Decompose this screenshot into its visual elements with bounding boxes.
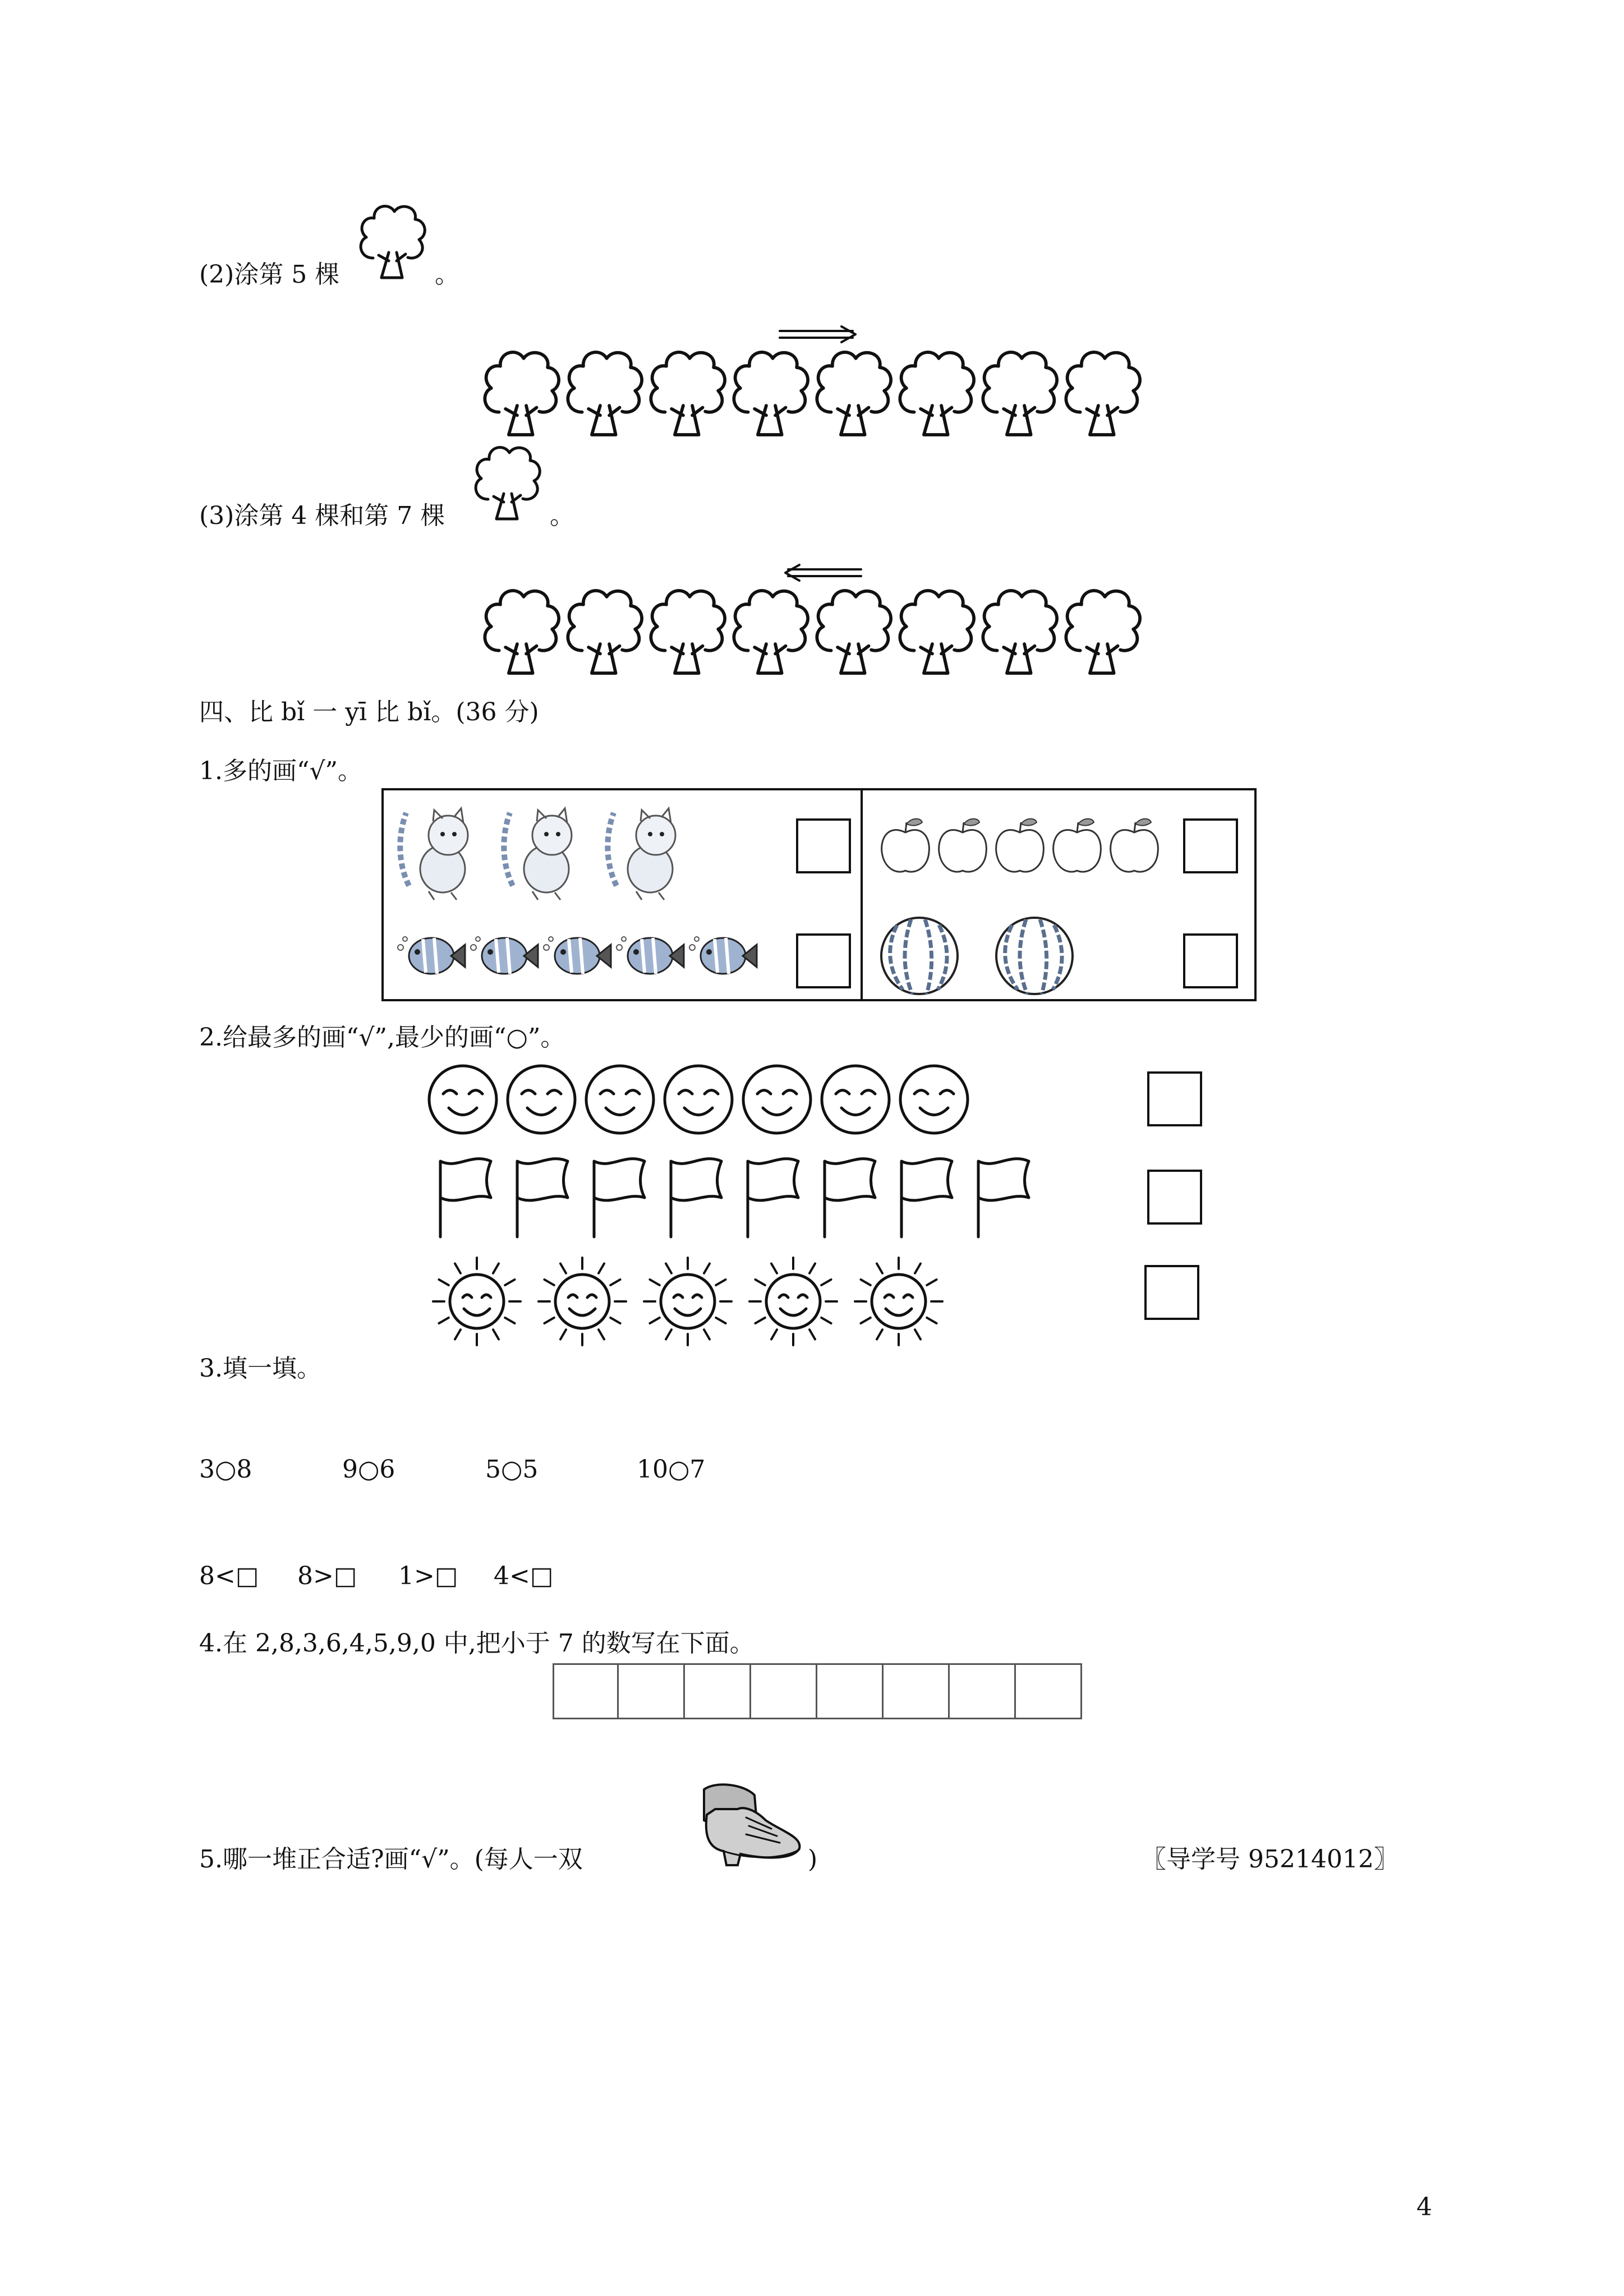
sun [535,1254,630,1349]
grid-cell[interactable] [1016,1663,1082,1719]
q3-2-label: (2)涂第 5 棵 [199,260,340,289]
section-4-title: 四、比 bǐ 一 yī 比 bǐ。(36 分) [199,698,539,726]
watermelon [992,914,1076,998]
p2-label: 2.给最多的画“√”,最少的画“○”。 [199,1023,565,1052]
fill-item[interactable]: 4<□ [494,1562,554,1590]
p3-label: 3.填一填。 [199,1354,321,1383]
q3-2-end: 。 [435,260,459,289]
tree[interactable] [812,581,896,682]
answer-box-cats[interactable] [796,818,851,873]
sun [429,1254,525,1349]
fish-group [395,925,765,987]
answer-box-flags[interactable] [1147,1170,1202,1225]
fish [687,925,760,981]
left-arrow-icon [783,564,861,581]
grid-cell[interactable] [884,1663,950,1719]
flag [588,1156,656,1240]
tree[interactable] [895,342,979,443]
smiley-face [505,1063,578,1136]
fish [614,925,687,981]
flag-row [435,1156,1052,1240]
shoes-icon [693,1775,805,1871]
grid-cell[interactable] [751,1663,817,1719]
q3-3-label: (3)涂第 4 棵和第 7 棵 [199,501,445,530]
flag [742,1156,809,1240]
smiley-face [898,1063,970,1136]
tree-row-1 [480,342,1158,443]
reference-number: 〖导学号 95214012〗 [1142,1845,1398,1874]
answer-box-apples[interactable] [1183,818,1238,873]
tree[interactable] [480,581,564,682]
sun [640,1254,735,1349]
apples-group [877,816,1169,877]
apple [1106,816,1162,877]
fill-item[interactable]: 8>□ [297,1562,357,1590]
p1-label: 1.多的画“√”。 [199,757,363,785]
tree[interactable] [646,342,730,443]
tree[interactable] [563,581,647,682]
compare-item[interactable]: 5○5 [485,1455,539,1484]
compare-item[interactable]: 3○8 [199,1455,252,1484]
answer-box-smileys[interactable] [1147,1071,1202,1126]
watermelon [877,914,961,998]
grid-cell[interactable] [950,1663,1016,1719]
flag [819,1156,886,1240]
smiley-face [819,1063,892,1136]
compare-table [381,788,1257,1001]
cat [499,802,583,903]
fill-item[interactable]: 1>□ [398,1562,458,1590]
cat [602,802,687,903]
p4-label: 4.在 2,8,3,6,4,5,9,0 中,把小于 7 的数写在下面。 [199,1629,755,1658]
sun-row [429,1254,934,1349]
grid-cell[interactable] [685,1663,751,1719]
apple [1049,816,1105,877]
tree[interactable] [729,342,813,443]
flag [665,1156,733,1240]
page-number: 4 [1416,2193,1432,2221]
fish [541,925,614,981]
cat [395,802,479,903]
apple [992,816,1048,877]
tree-icon [471,440,544,524]
p5-close: ) [808,1845,818,1874]
tree[interactable] [895,581,979,682]
answer-grid [553,1663,1083,1719]
apple [877,816,933,877]
tree[interactable] [1061,581,1145,682]
answer-box-watermelons[interactable] [1183,933,1238,988]
answer-box-suns[interactable] [1144,1265,1199,1320]
q3-3-end: 。 [550,501,574,530]
fill-item[interactable]: 8<□ [199,1562,259,1590]
flag [973,1156,1040,1240]
sun [746,1254,841,1349]
flag [896,1156,963,1240]
tree[interactable] [978,342,1062,443]
compare-item[interactable]: 10○7 [637,1455,706,1484]
tree[interactable] [812,342,896,443]
tree[interactable] [480,342,564,443]
grid-cell[interactable] [553,1663,619,1719]
flag [435,1156,502,1240]
tree-icon [356,199,429,283]
tree[interactable] [563,342,647,443]
tree[interactable] [978,581,1062,682]
fish [395,925,468,981]
flag [512,1156,579,1240]
fish [468,925,541,981]
smiley-row [426,1063,987,1142]
p5-label: 5.哪一堆正合适?画“√”。(每人一双 [199,1845,583,1874]
cats-group [395,802,709,903]
tree[interactable] [729,581,813,682]
apple [935,816,991,877]
smiley-face [740,1063,813,1136]
answer-box-fish[interactable] [796,933,851,988]
tree-row-2 [480,581,1158,682]
compare-item[interactable]: 9○6 [342,1455,395,1484]
compare-divider [861,790,863,999]
smiley-face [583,1063,656,1136]
tree[interactable] [646,581,730,682]
watermelons-group [877,914,1079,998]
grid-cell[interactable] [817,1663,884,1719]
smiley-face [662,1063,735,1136]
sun [851,1254,946,1349]
tree[interactable] [1061,342,1145,443]
grid-cell[interactable] [619,1663,685,1719]
right-arrow-icon [780,325,858,342]
smiley-face [426,1063,499,1136]
